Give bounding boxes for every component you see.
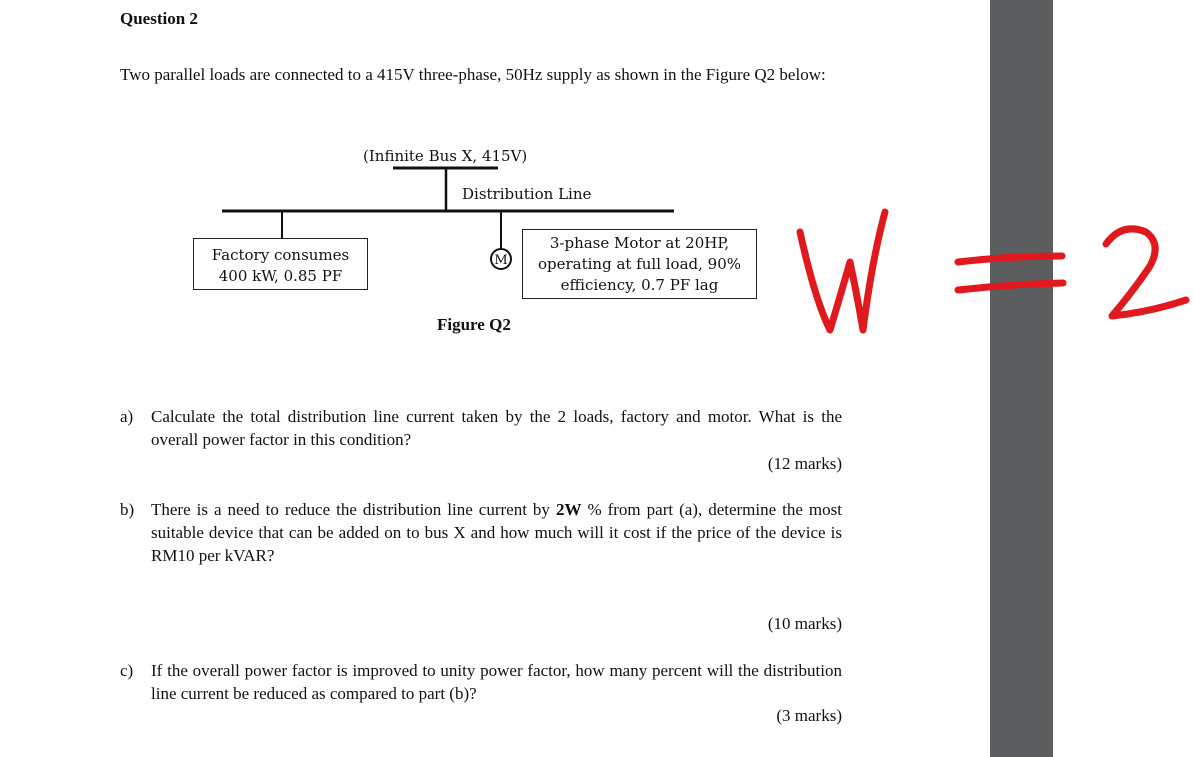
part-a-text: Calculate the total distribution line current taken by the 2 loads, factory and motor. What is the overall power factor in this condition? <box>151 407 842 449</box>
part-c-marks: (3 marks) <box>776 706 842 725</box>
part-c-text: If the overall power factor is improved to unity power factor, how many percent will the distribution line current be reduced as compared to part (b)? <box>151 661 842 703</box>
handwritten-w <box>800 212 885 330</box>
handwritten-equals-bottom <box>958 283 1063 290</box>
distribution-line-label: Distribution Line <box>462 185 592 203</box>
part-b-label: b) <box>120 500 135 519</box>
factory-line-1: Factory consumes <box>211 246 350 264</box>
factory-line-2: 400 kW, 0.85 PF <box>218 267 343 285</box>
handwritten-equals-top <box>958 256 1062 262</box>
figure-caption: Figure Q2 <box>437 315 511 334</box>
part-b-text-start: There is a need to reduce the distribution line current by <box>151 500 556 519</box>
part-a-marks: (12 marks) <box>767 454 842 473</box>
part-a-label: a) <box>120 407 134 426</box>
part-b-variable: 2W <box>555 500 582 519</box>
motor-line-3: efficiency, 0.7 PF lag <box>560 276 719 294</box>
bus-label: (Infinite Bus X, 415V) <box>363 147 528 165</box>
question-heading: Question 2 <box>120 9 198 28</box>
question-intro: Two parallel loads are connected to a 415V three-phase, 50Hz supply as shown in the Figure Q2 below: <box>120 65 826 84</box>
handwritten-two <box>1106 229 1186 316</box>
motor-line-2: operating at full load, 90% <box>537 255 742 273</box>
part-c-label: c) <box>120 661 134 680</box>
motor-symbol-letter: M <box>494 253 508 268</box>
part-b-text-end: % from part (a), determine the most suitable device that can be added on to bus X and how much will it cost if the price of the device is RM10 per kVAR? <box>151 500 842 565</box>
part-b-marks: (10 marks) <box>767 614 842 633</box>
motor-line-1: 3-phase Motor at 20HP, <box>549 234 730 252</box>
